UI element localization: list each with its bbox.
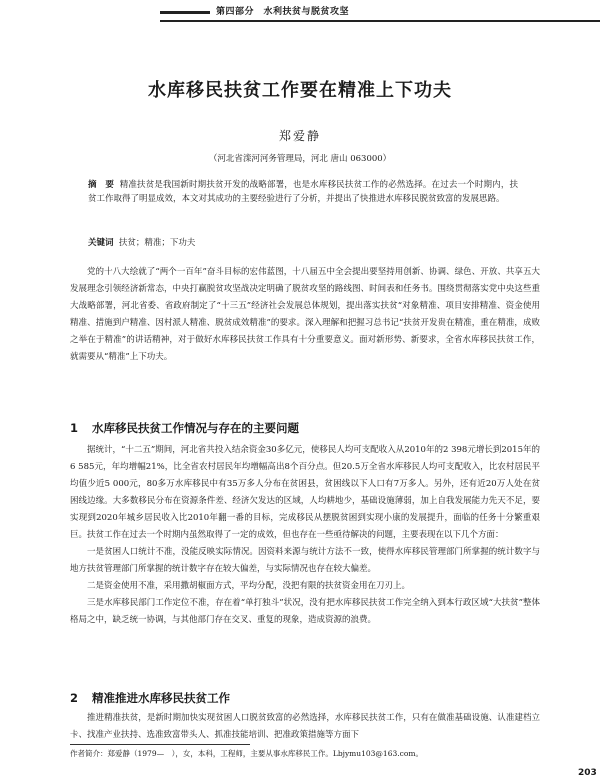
section-2-number: 2 <box>70 691 79 705</box>
abstract <box>88 178 518 206</box>
header-rule-mark <box>160 11 210 14</box>
section-2-paragraph: 推进精准扶贫，是新时期加快实现贫困人口脱贫致富的必然选择，水库移民扶贫工作，只有在做准基础设施、认准建档立卡、找准产业扶持、选准致富带头人、抓准技能培训、把准政策措施等方面下 <box>70 713 540 740</box>
section-1-number: 1 <box>70 421 79 435</box>
running-header-text: 第四部分 水利扶贫与脱贫攻坚 <box>216 7 350 17</box>
section-2-title: 精准推进水库移民扶贫工作 <box>92 691 230 705</box>
intro-paragraph: 党的十八大绘就了“两个一百年”奋斗目标的宏伟蓝图，十八届五中全会提出要坚持用创新、协调、绿色、开放、共享五大发展理念引领经济新常态，中央打赢脱贫攻坚战决定明确了脱贫攻坚的路线图、时间表和任务书。围绕贯彻落实党中央这些重大战略部署，河北省委、省政府制定了“十三五”经济社会发展总体规划，提出落实扶贫“对象精准、项目安排精准、资金使用精准、措施到户精准、因村派人精准、脱贫成效精准”的要求。深入理解和把握习总书记“扶贫开发贵在精准，重在精准，成败之举在于精准”的讲话精神，对于做好水库移民扶贫工作具有十分重要意义。面对新形势、新要求，全省水库移民扶贫工作，就需要从“精准”上下功夫。 <box>70 267 540 362</box>
section-1-title: 水库移民扶贫工作情况与存在的主要问题 <box>92 421 299 435</box>
article-title: 水库移民扶贫工作要在精准上下功夫 <box>148 80 452 101</box>
running-header <box>160 6 600 22</box>
footnote-author-bio: 作者简介：郑爱静（1979— ），女，本科，工程师，主要从事水库移民工作。Lbjymu103@163.com。 <box>70 749 423 758</box>
footnote-divider <box>70 744 250 745</box>
section-1-heading <box>70 420 540 436</box>
section-2-heading <box>70 690 540 706</box>
section-1-paragraph: 三是水库移民部门工作定位不准，存在着“单打独斗”状况，没有把水库移民扶贫工作完全纳入到本行政区域“大扶贫”整体格局之中，缺乏统一协调，与其他部门存在交叉、重复的现象，造成资源的浪费。 <box>70 598 540 625</box>
section-1-body <box>70 442 540 629</box>
abstract-text: 精准扶贫是我国新时期扶贫开发的战略部署，也是水库移民扶贫工作的必然选择。在过去一个时期内，扶贫工作取得了明显成效，本文对其成功的主要经验进行了分析，并提出了快推进水库移民脱贫致富的发展思路。 <box>88 180 518 204</box>
abstract-label: 摘 要 <box>88 180 114 190</box>
keywords-text: 扶贫；精准；下功夫 <box>118 238 196 248</box>
section-1-paragraph: 二是资金使用不准，采用撒胡椒面方式，平均分配，没把有限的扶贫资金用在刀刃上。 <box>87 581 411 591</box>
section-1-paragraph: 据统计，“十二五”期间，河北省共投入结余资金30多亿元，使移民人均可支配收入从2010年的2 398元增长到2015年的6 585元，年均增幅21%，比全省农村居民年均增幅高出8个百分点。但20.5万全省水库移民人均可支配收入，比农村居民平均值少近5 000元，80多万水库移民中有35万多人分布在贫困县，贫困线以下人口有7万多人。另外，还有近20万人处在贫困线边缘。大多数移民分布在资源条件差、经济欠发达的区域，人均耕地少，基础设施薄弱，加上自我发展能力先天不足，要实现到2020年城乡居民收入比2010年翻一番的目标，完成移民从摆脱贫困到实现小康的发展提升，面临的任务十分繁重艰巨。扶贫工作在过去一个时期内虽然取得了一定的成效，但也存在一些亟待解决的问题，主要表现在以下几个方面： <box>70 445 540 540</box>
introduction <box>70 264 540 366</box>
author-name: 郑爱静 <box>278 129 321 143</box>
author-affiliation: （河北省滦河河务管理局，河北 唐山 063000） <box>208 154 392 164</box>
keywords <box>88 236 518 248</box>
section-2-body <box>70 710 540 744</box>
section-1-paragraph: 一是贫困人口统计不准，没能反映实际情况。因资料来源与统计方法不一致，使得水库移民管理部门所掌握的统计数字与地方扶贫管理部门所掌握的统计数字存在较大偏差，与实际情况也存在较大偏差。 <box>70 547 540 574</box>
keywords-label: 关键词 <box>88 238 114 248</box>
page-number: 203 <box>578 768 597 778</box>
